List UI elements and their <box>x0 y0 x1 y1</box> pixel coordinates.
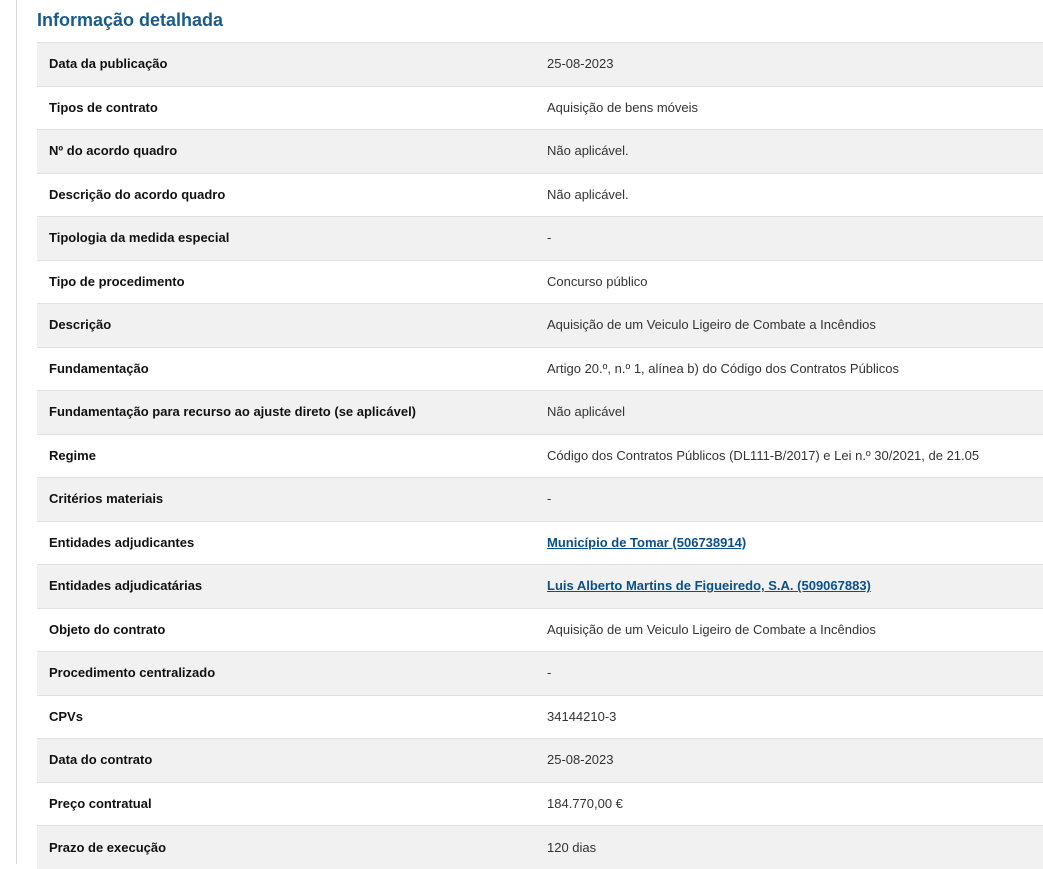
row-value: Não aplicável <box>547 391 1043 435</box>
row-value: 184.770,00 € <box>547 782 1043 826</box>
row-label: Fundamentação <box>37 347 547 391</box>
contracting-entity-link[interactable]: Município de Tomar (506738914) <box>547 535 746 550</box>
row-value <box>547 565 1043 609</box>
row-label: Entidades adjudicantes <box>37 521 547 565</box>
details-table <box>37 42 1043 869</box>
row-value: 120 dias <box>547 826 1043 869</box>
row-label: Prazo de execução <box>37 826 547 869</box>
table-row <box>37 652 1043 696</box>
table-row <box>37 130 1043 174</box>
row-label: Fundamentação para recurso ao ajuste direto (se aplicável) <box>37 391 547 435</box>
row-label: Nº do acordo quadro <box>37 130 547 174</box>
row-label: Procedimento centralizado <box>37 652 547 696</box>
row-label: Objeto do contrato <box>37 608 547 652</box>
row-value: Não aplicável. <box>547 130 1043 174</box>
row-label: Regime <box>37 434 547 478</box>
row-label: Descrição do acordo quadro <box>37 173 547 217</box>
table-row <box>37 304 1043 348</box>
table-row <box>37 478 1043 522</box>
row-value: - <box>547 478 1043 522</box>
row-label: Tipo de procedimento <box>37 260 547 304</box>
table-row <box>37 173 1043 217</box>
row-value: - <box>547 652 1043 696</box>
table-row <box>37 782 1043 826</box>
row-value: Aquisição de um Veiculo Ligeiro de Combate a Incêndios <box>547 304 1043 348</box>
table-row <box>37 217 1043 261</box>
table-row <box>37 391 1043 435</box>
left-divider <box>16 0 17 864</box>
row-value: Aquisição de um Veiculo Ligeiro de Combate a Incêndios <box>547 608 1043 652</box>
row-label: Descrição <box>37 304 547 348</box>
table-row <box>37 739 1043 783</box>
row-value <box>547 521 1043 565</box>
table-row <box>37 565 1043 609</box>
row-label: Tipologia da medida especial <box>37 217 547 261</box>
table-row <box>37 43 1043 87</box>
row-value: 34144210-3 <box>547 695 1043 739</box>
row-value: 25-08-2023 <box>547 43 1043 87</box>
table-row <box>37 695 1043 739</box>
row-label: Data do contrato <box>37 739 547 783</box>
row-label: Data da publicação <box>37 43 547 87</box>
row-value: Artigo 20.º, n.º 1, alínea b) do Código dos Contratos Públicos <box>547 347 1043 391</box>
row-label: Tipos de contrato <box>37 86 547 130</box>
row-label: CPVs <box>37 695 547 739</box>
table-row <box>37 86 1043 130</box>
row-value: Aquisição de bens móveis <box>547 86 1043 130</box>
table-row <box>37 521 1043 565</box>
row-label: Critérios materiais <box>37 478 547 522</box>
row-label: Preço contratual <box>37 782 547 826</box>
table-row <box>37 434 1043 478</box>
row-value: 25-08-2023 <box>547 739 1043 783</box>
table-row <box>37 347 1043 391</box>
row-value: Concurso público <box>547 260 1043 304</box>
table-row <box>37 826 1043 869</box>
row-value: - <box>547 217 1043 261</box>
table-row <box>37 608 1043 652</box>
row-value: Não aplicável. <box>547 173 1043 217</box>
table-row <box>37 260 1043 304</box>
section-title: Informação detalhada <box>37 8 223 32</box>
row-label: Entidades adjudicatárias <box>37 565 547 609</box>
awarded-entity-link[interactable]: Luis Alberto Martins de Figueiredo, S.A. (509067883) <box>547 578 871 593</box>
row-value: Código dos Contratos Públicos (DL111-B/2017) e Lei n.º 30/2021, de 21.05 <box>547 434 1043 478</box>
